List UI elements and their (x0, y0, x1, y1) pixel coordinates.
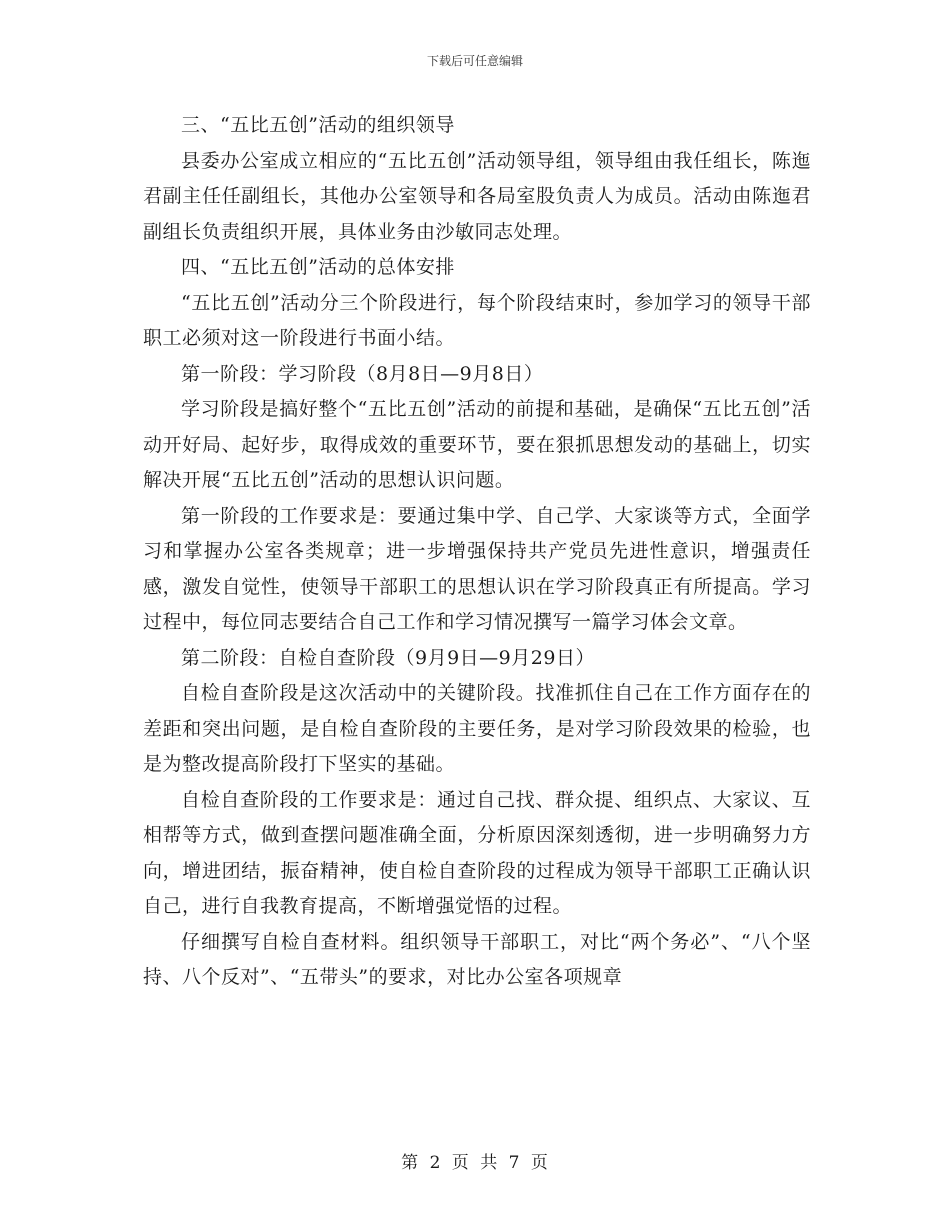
paragraph-stage-two-intro: 自检自查阶段是这次活动中的关键阶段。找准抓住自己在工作方面存在的差距和突出问题，是自检自查阶段的主要任务，是对学习阶段效果的检验，也是为整改提高阶段打下坚实的基础。 (143, 682, 811, 775)
page-number-footer: 第 2 页 共 7 页 (401, 1153, 549, 1173)
document-body (143, 108, 811, 996)
page-header: 下载后可任意编辑 (426, 54, 523, 68)
paragraph-self-check-materials: 仔细撰写自检自查材料。组织领导干部职工，对比“两个务必”、“八个坚持、八个反对”、“五带头”的要求，对比办公室各项规章 (143, 930, 811, 988)
paragraph-stage-two-requirements: 自检自查阶段的工作要求是：通过自己找、群众提、组织点、大家议、互相帮等方式，做到查摆问题准确全面，分析原因深刻透彻，进一步明确努力方向，增进团结，振奋精神，使自检自查阶段的过程成为领导干部职工正确认识自己，进行自我教育提高，不断增强觉悟的过程。 (143, 788, 811, 917)
stage-two-heading: 第二阶段：自检自查阶段（9月9日—9月29日） (181, 646, 595, 669)
section-heading-arrangement: 四、“五比五创”活动的总体安排 (181, 256, 455, 278)
paragraph-stage-one-intro: 学习阶段是搞好整个“五比五创”活动的前提和基础，是确保“五比五创”活动开好局、起好步，取得成效的重要环节，要在狠抓思想发动的基础上，切实解决开展“五比五创”活动的思想认识问题。 (143, 398, 811, 491)
paragraph-leadership-group: 县委办公室成立相应的“五比五创”活动领导组，领导组由我任组长，陈迤君副主任任副组长，其他办公室领导和各局室股负责人为成员。活动由陈迤君副组长负责组织开展，具体业务由沙敏同志处理。 (143, 149, 811, 243)
paragraph-stage-one-requirements: 第一阶段的工作要求是：要通过集中学、自己学、大家谈等方式，全面学习和掌握办公室各类规章；进一步增强保持共产党员先进性意识，增强责任感，激发自觉性，使领导干部职工的思想认识在学习阶段真正有所提高。学习过程中，每位同志要结合自己工作和学习情况撰写一篇学习体会文章。 (143, 504, 811, 633)
paragraph-three-stages: “五比五创”活动分三个阶段进行，每个阶段结束时，参加学习的领导干部职工必须对这一阶段进行书面小结。 (143, 291, 811, 349)
stage-one-heading: 第一阶段：学习阶段（8月8日—9月8日） (181, 362, 544, 385)
section-heading-organization: 三、“五比五创”活动的组织领导 (181, 114, 455, 136)
